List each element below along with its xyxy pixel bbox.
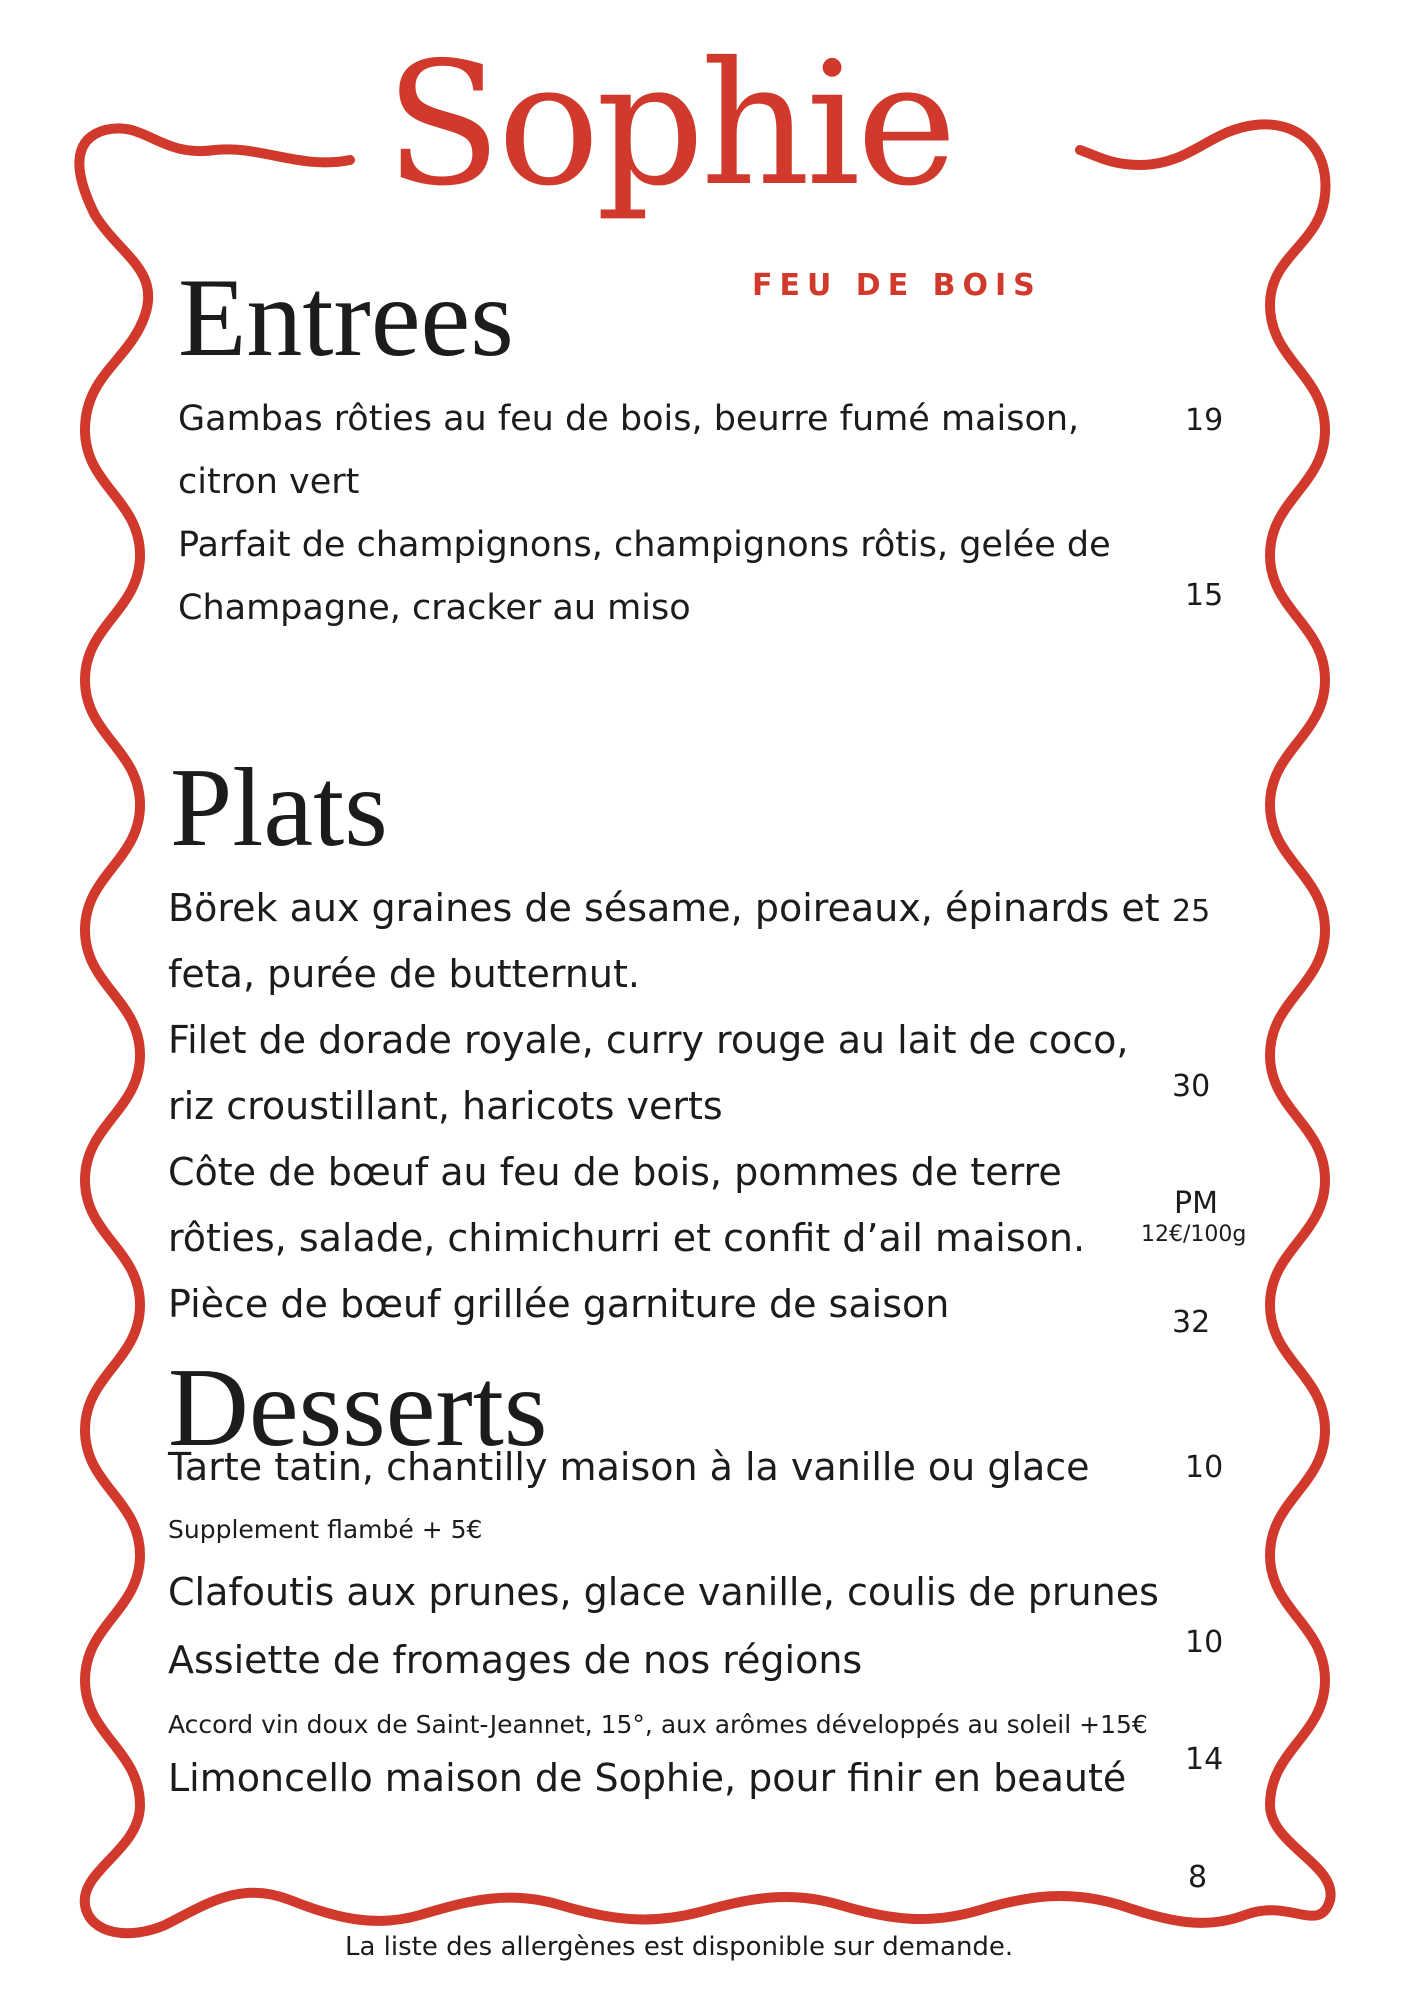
section-title-desserts: Desserts (168, 1346, 548, 1470)
dish-line: Limoncello maison de Sophie, pour finir en beauté (168, 1756, 1127, 1800)
dish-line: Tarte tatin, chantilly maison à la vanille ou glace (168, 1445, 1090, 1489)
allergen-footer: La liste des allergènes est disponible sur demande. (345, 1932, 1014, 1962)
dish-price: 14 (1185, 1742, 1224, 1777)
dish-line: Parfait de champignons, champignons rôtis, gelée de (178, 525, 1111, 565)
dish-line: Assiette de fromages de nos régions (168, 1638, 863, 1682)
dish-line: rôties, salade, chimichurri et confit d’ail maison. (168, 1216, 1086, 1260)
dish-line: Gambas rôties au feu de bois, beurre fumé maison, (178, 399, 1080, 439)
dish-line: citron vert (178, 462, 360, 502)
dish-price: 19 (1185, 403, 1224, 438)
dish-price: 8 (1188, 1860, 1208, 1895)
dish-note: Supplement flambé + 5€ (168, 1515, 483, 1544)
dish-line: Pièce de bœuf grillée garniture de saison (168, 1282, 950, 1326)
dish-price-note: 12€/100g (1141, 1222, 1247, 1247)
section-title-plats: Plats (170, 746, 388, 870)
dish-line: Champagne, cracker au miso (178, 588, 691, 628)
dish-line: Börek aux graines de sésame, poireaux, épinards et (168, 886, 1160, 930)
dish-line: Côte de bœuf au feu de bois, pommes de terre (168, 1150, 1062, 1194)
dish-line: Filet de dorade royale, curry rouge au lait de coco, (168, 1018, 1129, 1062)
dish-price: 30 (1172, 1069, 1211, 1104)
section-title-entrees: Entrees (178, 256, 514, 380)
dish-price: PM (1174, 1186, 1218, 1221)
dish-note: Accord vin doux de Saint-Jeannet, 15°, aux arômes développés au soleil +15€ (168, 1710, 1148, 1739)
dish-line: Clafoutis aux prunes, glace vanille, coulis de prunes (168, 1570, 1159, 1614)
dish-price: 10 (1185, 1625, 1224, 1660)
dish-price: 25 (1172, 894, 1211, 929)
dish-price: 10 (1185, 1450, 1224, 1485)
dish-line: riz croustillant, haricots verts (168, 1084, 723, 1128)
brand-logo: Sophie (385, 26, 954, 224)
brand-tagline: FEU DE BOIS (752, 268, 1042, 303)
dish-line: feta, purée de butternut. (168, 952, 640, 996)
dish-price: 32 (1172, 1305, 1211, 1340)
dish-price: 15 (1185, 578, 1224, 613)
